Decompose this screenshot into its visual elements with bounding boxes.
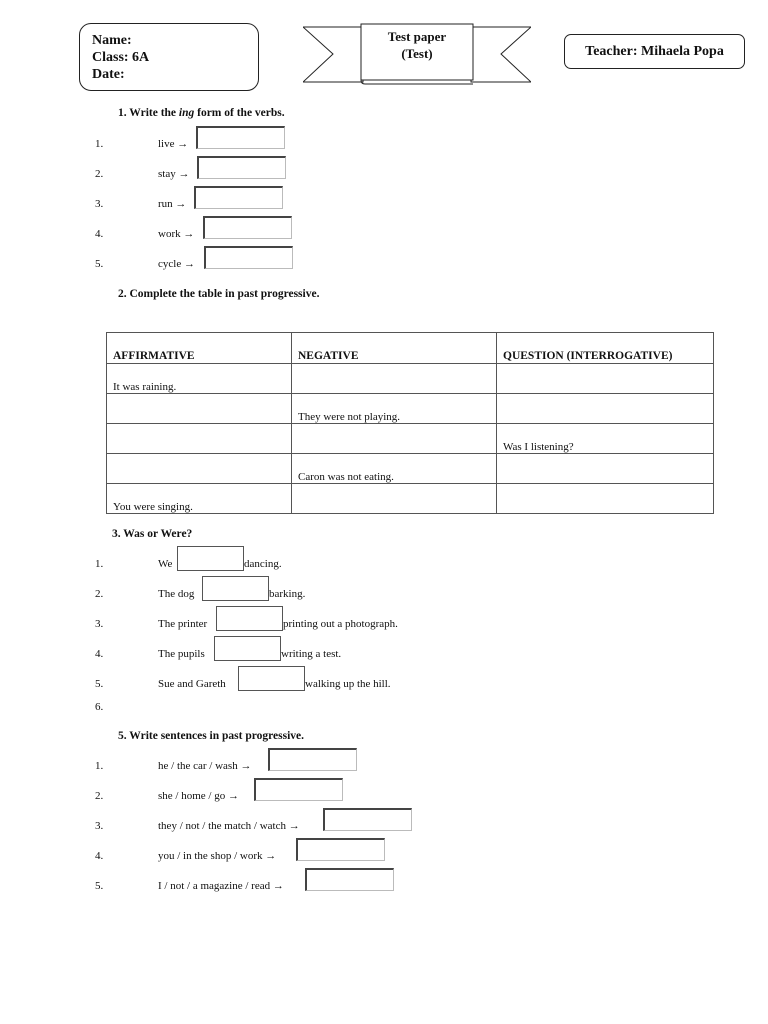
- s5-item3-text: they / not / the match / watch →: [158, 820, 300, 832]
- s3-item6-num: 6.: [95, 701, 104, 713]
- s5-item1-text: he / the car / wash →: [158, 760, 252, 772]
- section3-heading: 3. Was or Were?: [112, 528, 193, 540]
- table-cell[interactable]: [497, 364, 714, 394]
- s3-answer-field-2[interactable]: [202, 576, 269, 601]
- test-title-line2: (Test): [401, 46, 433, 61]
- table-cell: They were not playing.: [292, 394, 497, 424]
- s3-item5-after: walking up the hill.: [305, 678, 391, 690]
- s3-item5-before: Sue and Gareth: [158, 678, 226, 690]
- s1-answer-field-3[interactable]: [194, 186, 283, 209]
- s1-answer-field-4[interactable]: [203, 216, 292, 239]
- s3-item2-before: The dog: [158, 588, 195, 600]
- s3-item1-num: 1.: [95, 558, 104, 570]
- s1-item4-num: 4.: [95, 228, 104, 240]
- student-info-box: [79, 23, 259, 91]
- s3-item3-num: 3.: [95, 618, 104, 630]
- section2-heading: 2. Complete the table in past progressive.: [118, 288, 320, 300]
- column-header-question: QUESTION (INTERROGATIVE): [497, 333, 714, 364]
- s5-item5-text: I / not / a magazine / read →: [158, 880, 284, 892]
- test-title: [360, 28, 474, 62]
- table-cell[interactable]: [107, 394, 292, 424]
- s1-item1-num: 1.: [95, 138, 104, 150]
- s1-item2-text: stay →: [158, 168, 190, 180]
- section5-heading: 5. Write sentences in past progressive.: [118, 730, 305, 742]
- s1-answer-field-2[interactable]: [197, 156, 286, 179]
- s3-item2-after: barking.: [269, 588, 306, 600]
- s5-answer-field-4[interactable]: [296, 838, 385, 861]
- table-cell[interactable]: [292, 364, 497, 394]
- s5-item1-num: 1.: [95, 760, 104, 772]
- table-row: [107, 364, 714, 394]
- s5-item5-num: 5.: [95, 880, 104, 892]
- s3-item3-before: The printer: [158, 618, 208, 630]
- test-title-line1: Test paper: [387, 29, 447, 44]
- s3-item4-num: 4.: [95, 648, 104, 660]
- table-cell: Was I listening?: [497, 424, 714, 454]
- class-label: Class: 6A: [92, 50, 150, 65]
- column-header-negative: NEGATIVE: [292, 333, 497, 364]
- s3-answer-field-5[interactable]: [238, 666, 305, 691]
- s1-answer-field-5[interactable]: [204, 246, 293, 269]
- s1-answer-field-1[interactable]: [196, 126, 285, 149]
- s3-item4-after: writing a test.: [281, 648, 342, 660]
- section1-heading-em: ing: [178, 107, 195, 119]
- s5-item2-num: 2.: [95, 790, 104, 802]
- column-header-affirmative: AFFIRMATIVE: [107, 333, 292, 364]
- s3-item3-after: printing out a photograph.: [283, 618, 398, 630]
- s3-item1-before: We: [158, 558, 173, 570]
- table-cell[interactable]: [292, 424, 497, 454]
- s1-item5-text: cycle →: [158, 258, 195, 270]
- s3-answer-field-1[interactable]: [177, 546, 244, 571]
- table-row: [107, 394, 714, 424]
- table-row: [107, 424, 714, 454]
- s1-item4-text: work →: [158, 228, 195, 240]
- date-label: Date:: [92, 67, 125, 82]
- s5-answer-field-5[interactable]: [305, 868, 394, 891]
- s5-item3-num: 3.: [95, 820, 104, 832]
- s5-item2-text: she / home / go →: [158, 790, 239, 802]
- name-label: Name:: [92, 33, 132, 48]
- table-cell[interactable]: [107, 424, 292, 454]
- teacher-box: Teacher: Mihaela Popa: [564, 34, 745, 69]
- s5-item4-num: 4.: [95, 850, 104, 862]
- table-cell: It was raining.: [107, 364, 292, 394]
- table-cell[interactable]: [497, 394, 714, 424]
- table-row: [107, 454, 714, 484]
- table-row: [107, 484, 714, 514]
- section1-heading: [118, 107, 285, 119]
- s1-item1-text: live →: [158, 138, 189, 150]
- s1-item3-num: 3.: [95, 198, 104, 210]
- table-cell: Caron was not eating.: [292, 454, 497, 484]
- s5-answer-field-1[interactable]: [268, 748, 357, 771]
- section1-heading-pre: 1. Write the: [118, 107, 179, 119]
- table-cell: You were singing.: [107, 484, 292, 514]
- table-cell[interactable]: [292, 484, 497, 514]
- s1-item5-num: 5.: [95, 258, 104, 270]
- past-progressive-table: [106, 332, 714, 514]
- s5-answer-field-2[interactable]: [254, 778, 343, 801]
- s3-item2-num: 2.: [95, 588, 104, 600]
- s5-item4-text: you / in the shop / work →: [158, 850, 277, 862]
- table-header-row: [107, 333, 714, 364]
- table-cell[interactable]: [107, 454, 292, 484]
- table-cell[interactable]: [497, 454, 714, 484]
- s1-item3-text: run →: [158, 198, 187, 210]
- s3-answer-field-3[interactable]: [216, 606, 283, 631]
- s3-answer-field-4[interactable]: [214, 636, 281, 661]
- s5-answer-field-3[interactable]: [323, 808, 412, 831]
- s1-item2-num: 2.: [95, 168, 104, 180]
- s3-item1-after: dancing.: [244, 558, 282, 570]
- s3-item5-num: 5.: [95, 678, 104, 690]
- s3-item4-before: The pupils: [158, 648, 205, 660]
- section1-heading-post: form of the verbs.: [194, 107, 285, 119]
- table-cell[interactable]: [497, 484, 714, 514]
